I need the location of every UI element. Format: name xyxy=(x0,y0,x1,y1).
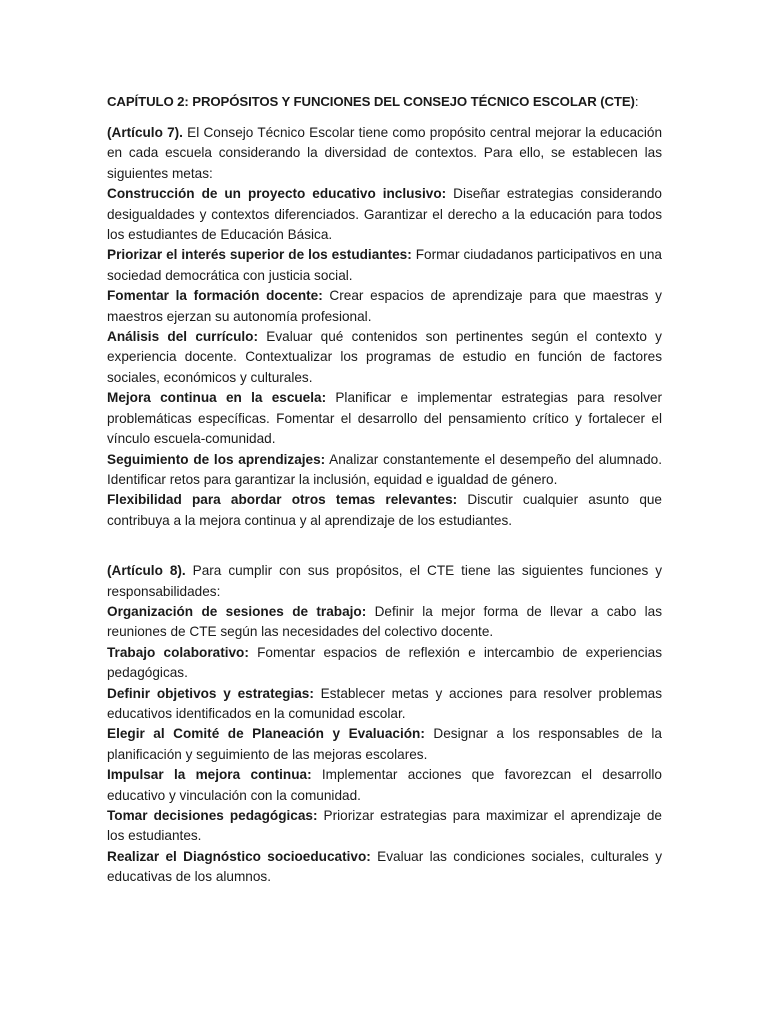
item-text: Evaluar qué contenidos son pertinentes según el contexto y experiencia docente. Contextualizar los programas de estudio en función de factores sociales, económicos y culturales. xyxy=(107,329,662,385)
item-term: Tomar decisiones pedagógicas: xyxy=(107,808,318,823)
item-term: Seguimiento de los aprendizajes: xyxy=(107,451,326,467)
chapter-title-text: CAPÍTULO 2: PROPÓSITOS Y FUNCIONES DEL CONSEJO TÉCNICO ESCOLAR (CTE) xyxy=(107,94,635,109)
chapter-title-colon: : xyxy=(634,94,639,109)
item-text: Evaluar las condiciones sociales, culturales y educativas de los alumnos. xyxy=(107,848,662,885)
article-7-item xyxy=(107,184,662,245)
article-7-intro-text: El Consejo Técnico Escolar tiene como propósito central mejorar la educación en cada escuela considerando la diversidad de contextos. Para ello, se establecen las siguientes metas: xyxy=(107,125,662,181)
item-text: Diseñar estrategias considerando desigualdades y contextos diferenciados. Garantizar el derecho a la educación para todos los estudiantes de Educación Básica. xyxy=(107,186,662,243)
item-term: Mejora continua en la escuela: xyxy=(107,390,327,406)
article-8-label: (Artículo 8). xyxy=(107,563,186,579)
article-8-item xyxy=(107,684,662,725)
article-8-item xyxy=(107,602,662,643)
item-term: Construcción de un proyecto educativo inclusivo: xyxy=(107,186,447,202)
item-text: Establecer metas y acciones para resolver problemas educativos identificados en la comunidad escolar. xyxy=(107,685,662,721)
article-8-item xyxy=(107,765,662,806)
item-term: Priorizar el interés superior de los estudiantes: xyxy=(107,247,412,263)
chapter-title xyxy=(107,92,662,112)
item-text: Priorizar estrategias para maximizar el aprendizaje de los estudiantes. xyxy=(107,808,662,844)
article-8-item xyxy=(107,847,662,888)
item-term: Flexibilidad para abordar otros temas relevantes: xyxy=(107,492,458,508)
article-8-section xyxy=(107,561,662,888)
item-term: Organización de sesiones de trabajo: xyxy=(107,603,367,619)
item-term: Análisis del currículo: xyxy=(107,329,259,345)
article-7-item xyxy=(107,490,662,531)
item-text: Discutir cualquier asunto que contribuya a la mejora continua y al aprendizaje de los estudiantes. xyxy=(107,492,662,528)
item-text: Planificar e implementar estrategias para resolver problemáticas específicas. Fomentar el desarrollo del pensamiento crítico y fortalecer el vínculo escuela-comunidad. xyxy=(107,390,662,447)
article-7-intro xyxy=(107,123,662,184)
article-7-item xyxy=(107,286,662,327)
article-7-item xyxy=(107,327,662,388)
article-7-item xyxy=(107,388,662,449)
item-text: Formar ciudadanos participativos en una sociedad democrática con justicia social. xyxy=(107,247,662,283)
article-7-item xyxy=(107,245,662,286)
article-7-item xyxy=(107,450,662,491)
article-8-intro-text: Para cumplir con sus propósitos, el CTE tiene las siguientes funciones y responsabilidades: xyxy=(107,563,662,599)
item-term: Impulsar la mejora continua: xyxy=(107,767,312,783)
article-8-item xyxy=(107,806,662,847)
item-text: Implementar acciones que favorezcan el desarrollo educativo y vinculación con la comunidad. xyxy=(107,767,662,803)
item-term: Elegir al Comité de Planeación y Evaluación: xyxy=(107,726,425,742)
article-8-item xyxy=(107,724,662,765)
item-text: Definir la mejor forma de llevar a cabo las reuniones de CTE según las necesidades del colectivo docente. xyxy=(107,603,662,640)
item-term: Trabajo colaborativo: xyxy=(107,644,249,660)
item-text: Designar a los responsables de la planificación y seguimiento de las mejoras escolares. xyxy=(107,726,662,762)
item-text: Crear espacios de aprendizaje para que maestras y maestros ejerzan su autonomía profesional. xyxy=(107,288,662,324)
item-term: Realizar el Diagnóstico socioeducativo: xyxy=(107,848,371,864)
item-term: Definir objetivos y estrategias: xyxy=(107,685,314,701)
article-8-intro xyxy=(107,561,662,602)
article-8-item xyxy=(107,643,662,684)
document-page xyxy=(107,92,662,888)
article-7-section xyxy=(107,123,662,531)
item-term: Fomentar la formación docente: xyxy=(107,288,323,304)
article-7-label: (Artículo 7). xyxy=(107,125,183,140)
section-spacer xyxy=(107,531,662,561)
item-text: Analizar constantemente el desempeño del alumnado. Identificar retos para garantizar la inclusión, equidad e igualdad de género. xyxy=(107,451,662,487)
item-text: Fomentar espacios de reflexión e intercambio de experiencias pedagógicas. xyxy=(107,644,662,681)
